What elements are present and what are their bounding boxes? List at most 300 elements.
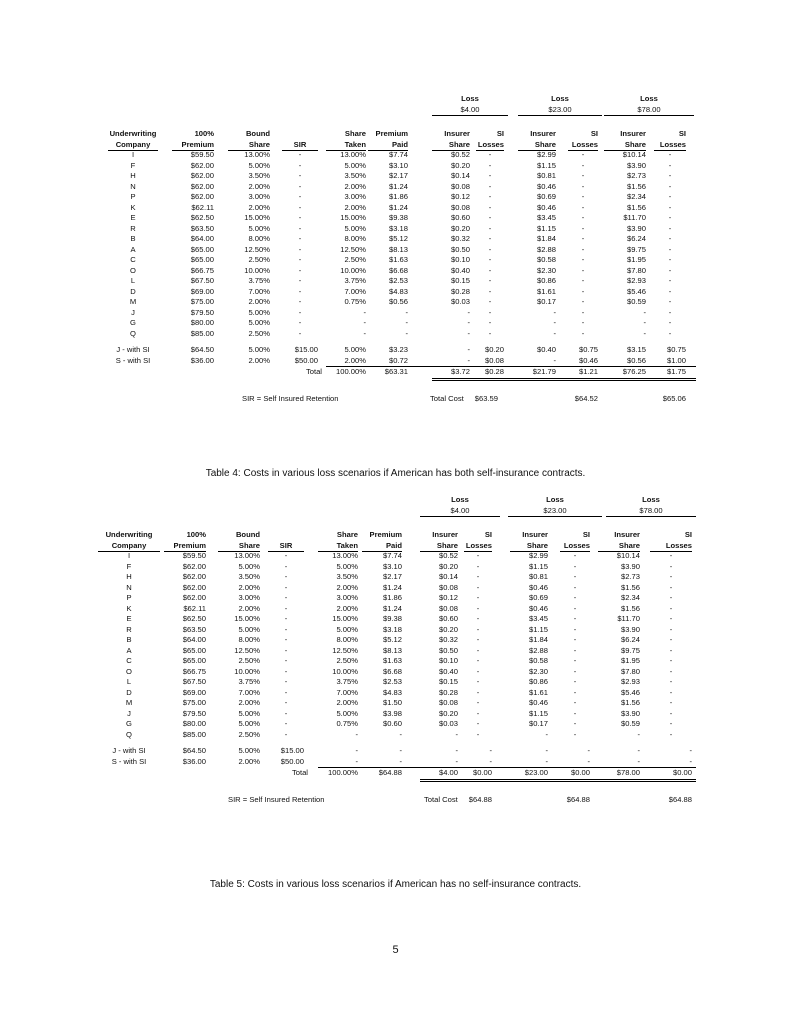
table-cell: B <box>130 234 136 243</box>
table-cell: $0.32 <box>438 635 458 644</box>
table-cell: $1.61 <box>536 286 556 296</box>
column-header: Underwriting <box>109 129 157 138</box>
table-cell: $0.20 <box>438 708 458 718</box>
table-cell: G <box>130 318 136 327</box>
table-cell: - <box>284 635 288 644</box>
total-cost-value: $64.88 <box>668 795 692 804</box>
scenario-title: Loss <box>461 94 479 103</box>
table-cell: $0.60 <box>382 719 402 728</box>
table-cell: $1.56 <box>626 181 646 191</box>
table-cell: - <box>669 572 673 581</box>
table-cell: $85.00 <box>182 729 206 739</box>
table-cell: - <box>668 234 672 243</box>
total-cost-label: Total Cost <box>424 795 458 804</box>
total-si-losses: $0.28 <box>484 367 504 376</box>
table-cell: 12.50% <box>234 645 260 655</box>
table-cell: - <box>298 265 302 275</box>
table-cell: 0.75% <box>344 297 366 306</box>
si-row <box>0 746 791 757</box>
table-cell: $0.03 <box>450 297 470 306</box>
table-cell: 2.50% <box>336 656 358 665</box>
table-cell: P <box>126 593 132 602</box>
table-cell: $1.15 <box>536 160 556 170</box>
table-cell: $62.00 <box>190 160 214 170</box>
table-cell: $8.13 <box>388 244 408 254</box>
table-cell: $62.11 <box>191 202 214 212</box>
table-cell: 2.00% <box>238 603 260 613</box>
scenario-amount: $78.00 <box>637 104 661 114</box>
table-cell: 7.00% <box>344 286 366 296</box>
table-cell: $3.18 <box>382 624 402 634</box>
table-cell: 2.00% <box>344 355 366 365</box>
table-row <box>0 308 791 319</box>
table-cell: $15.00 <box>280 746 304 755</box>
table-cell: - <box>405 328 408 338</box>
table-cell: 13.00% <box>340 150 366 159</box>
scenario-title: Loss <box>642 495 660 504</box>
table-cell: - <box>545 756 548 766</box>
table-cell: - <box>669 593 673 602</box>
table-cell: - <box>476 561 480 571</box>
table-cell: H <box>130 171 136 180</box>
table-cell: $3.18 <box>388 223 408 233</box>
column-header: Underwriting <box>105 530 153 539</box>
column-header: Share <box>344 129 366 138</box>
table-cell: - <box>669 687 673 697</box>
table-cell: $1.63 <box>382 656 402 665</box>
table-row <box>0 182 791 193</box>
table-cell: - <box>476 677 480 686</box>
total-label: Total <box>291 768 308 777</box>
table-cell: $0.69 <box>528 593 548 602</box>
table-cell: $1.24 <box>388 181 408 191</box>
table-cell: - <box>573 635 577 644</box>
table-cell: - <box>476 645 480 655</box>
table-cell: 2.00% <box>238 582 260 592</box>
table-cell: 2.00% <box>336 582 358 592</box>
table-cell: $75.00 <box>182 698 206 707</box>
table-cell: $62.50 <box>190 213 214 222</box>
table-row <box>0 583 791 594</box>
column-header: Company <box>115 139 151 149</box>
table-cell: - <box>581 192 585 201</box>
column-header: Share <box>624 139 646 149</box>
table-cell: $79.50 <box>190 307 214 317</box>
table-cell: $7.74 <box>382 551 402 560</box>
table-cell: - <box>689 756 692 766</box>
table-row <box>0 245 791 256</box>
table-cell: - <box>488 223 492 233</box>
table-cell: $1.15 <box>528 624 548 634</box>
table-cell: - <box>573 572 577 581</box>
column-header: Insurer <box>522 530 548 539</box>
table-cell: $62.00 <box>190 171 214 180</box>
table-cell: A <box>130 244 136 254</box>
table-cell: - <box>298 150 302 159</box>
column-header: Insurer <box>444 129 470 138</box>
column-header: 100% <box>186 530 206 539</box>
table-cell: - <box>489 746 492 755</box>
table-cell: - <box>669 656 673 665</box>
table-cell: $5.46 <box>626 286 646 296</box>
table-cell: $80.00 <box>190 318 214 327</box>
table-cell: 5.00% <box>248 307 270 317</box>
table-cell: $3.45 <box>528 614 548 623</box>
table-cell: $0.08 <box>438 603 458 613</box>
table-row <box>0 329 791 340</box>
table-cell: $2.93 <box>620 677 640 686</box>
table-cell: - <box>573 561 577 571</box>
table-cell: $0.32 <box>450 234 470 243</box>
table-cell: 2.00% <box>336 603 358 613</box>
table-cell: 3.00% <box>248 192 270 201</box>
table-cell: 5.00% <box>248 223 270 233</box>
table-cell: - <box>553 328 556 338</box>
table-cell: 13.00% <box>234 551 260 560</box>
table-row <box>0 266 791 277</box>
table-cell: - <box>298 234 302 243</box>
column-header: Paid <box>391 139 408 149</box>
table-cell: - <box>488 318 492 327</box>
table-cell: 5.00% <box>336 708 358 718</box>
table-cell: - <box>298 192 302 201</box>
column-header: Share <box>238 540 260 550</box>
table-cell: $66.75 <box>182 666 206 676</box>
table-cell: $8.13 <box>382 645 402 655</box>
table-cell: - <box>489 756 492 766</box>
table-cell: - <box>488 286 492 296</box>
table-cell: $5.46 <box>620 687 640 697</box>
table-cell: 10.00% <box>234 666 260 676</box>
table-cell: - <box>581 181 585 191</box>
table-cell: - <box>668 328 672 338</box>
table-cell: $75.00 <box>190 297 214 306</box>
column-header: SI <box>496 129 504 138</box>
table-cell: $1.86 <box>388 192 408 201</box>
scenario-header-row <box>0 94 791 105</box>
total-insurer-share: $78.00 <box>616 768 640 777</box>
table-cell: $0.75 <box>578 345 598 354</box>
table-cell: 0.75% <box>336 719 358 728</box>
table-cell: - <box>581 328 585 338</box>
table-cell: $0.14 <box>450 171 470 180</box>
table-cell: 5.00% <box>248 318 270 327</box>
table-cell: S - with SI <box>111 756 147 766</box>
table-cell: $0.46 <box>536 181 556 191</box>
table-cell: 10.00% <box>332 666 358 676</box>
table-cell: - <box>488 192 492 201</box>
scenario-underline <box>432 115 508 116</box>
table-cell: - <box>476 593 480 602</box>
total-row <box>0 367 791 378</box>
table-cell: G <box>126 719 132 728</box>
table-cell: $2.93 <box>626 276 646 285</box>
table-cell: B <box>126 635 132 644</box>
table-cell: - <box>573 614 577 623</box>
table-cell: - <box>573 551 577 560</box>
table-cell: 5.00% <box>238 708 260 718</box>
table-cell: 8.00% <box>336 635 358 644</box>
table-cell: $2.34 <box>626 192 646 201</box>
total-paid: $64.88 <box>378 768 402 777</box>
table-cell: - <box>581 265 585 275</box>
table-5-caption: Table 5: Costs in various loss scenarios if American has no self-insurance contracts. <box>209 879 582 890</box>
total-insurer-share: $21.79 <box>532 367 556 376</box>
table-cell: - <box>467 318 470 327</box>
table-cell: 10.00% <box>244 265 270 275</box>
table-cell: $2.30 <box>536 265 556 275</box>
column-header-row <box>0 541 791 552</box>
table-cell: - <box>476 572 480 581</box>
table-cell: - <box>668 255 672 264</box>
table-row <box>0 635 791 646</box>
table-cell: $1.84 <box>528 635 548 644</box>
table-cell: - <box>363 307 366 317</box>
table-cell: - <box>467 307 470 317</box>
table-cell: $0.58 <box>536 255 556 264</box>
table-cell: $3.90 <box>626 160 646 170</box>
table-cell: $6.24 <box>626 234 646 243</box>
table-cell: $0.50 <box>450 244 470 254</box>
table-cell: $0.58 <box>528 656 548 665</box>
table-cell: 7.00% <box>248 286 270 296</box>
table-cell: 2.00% <box>238 756 260 766</box>
sir-note: SIR = Self Insured Retention <box>228 795 325 804</box>
table-cell: $4.83 <box>388 286 408 296</box>
total-cost-value: $64.88 <box>468 795 492 804</box>
table-cell: $0.03 <box>438 719 458 728</box>
table-cell: 2.00% <box>248 202 270 212</box>
table-cell: - <box>298 213 302 222</box>
column-header: 100% <box>194 129 214 138</box>
table-cell: - <box>573 582 577 592</box>
table-cell: 12.50% <box>340 244 366 254</box>
table-cell: $1.95 <box>620 656 640 665</box>
table-cell: - <box>488 265 492 275</box>
table-cell: S - with SI <box>115 355 151 365</box>
table-cell: - <box>669 635 673 644</box>
table-cell: C <box>130 255 136 264</box>
table-cell: $0.86 <box>536 276 556 285</box>
table-cell: $0.46 <box>528 582 548 592</box>
table-cell: $36.00 <box>190 355 214 365</box>
table-cell: $1.95 <box>626 255 646 264</box>
table-cell: $0.08 <box>450 181 470 191</box>
table-cell: - <box>284 719 288 728</box>
table-cell: $9.38 <box>382 614 402 623</box>
table-cell: $6.68 <box>388 265 408 275</box>
table-cell: $79.50 <box>182 708 206 718</box>
table-cell: $1.56 <box>620 698 640 707</box>
total-insurer-share: $4.00 <box>438 768 458 777</box>
column-header: Share <box>526 540 548 550</box>
table-cell: 3.75% <box>344 276 366 285</box>
table-cell: $2.73 <box>620 572 640 581</box>
table-cell: C <box>126 656 132 665</box>
table-cell: F <box>130 160 136 170</box>
table-cell: - <box>488 297 492 306</box>
table-row <box>0 667 791 678</box>
table-cell: $0.08 <box>450 202 470 212</box>
total-cost-row <box>0 795 791 806</box>
table-cell: $0.46 <box>528 603 548 613</box>
table-cell: $62.00 <box>182 572 206 581</box>
table-cell: - <box>298 276 302 285</box>
table-row <box>0 213 791 224</box>
table-cell: 2.00% <box>344 181 366 191</box>
table-cell: R <box>130 223 136 233</box>
table-cell: - <box>545 729 548 739</box>
table-cell: $0.52 <box>450 150 470 159</box>
table-cell: - <box>476 719 480 728</box>
table-cell: 5.00% <box>238 719 260 728</box>
table-cell: - <box>668 307 672 317</box>
table-row <box>0 677 791 688</box>
table-cell: $2.30 <box>528 666 548 676</box>
total-cost-value: $63.59 <box>474 394 498 403</box>
table-cell: $3.90 <box>626 223 646 233</box>
table-cell: $2.53 <box>382 677 402 686</box>
table-row <box>0 562 791 573</box>
table-cell: 5.00% <box>344 223 366 233</box>
table-cell: 13.00% <box>244 150 270 159</box>
table-cell: $63.50 <box>182 624 206 634</box>
table-cell: - <box>668 265 672 275</box>
table-cell: $9.75 <box>626 244 646 254</box>
table-cell: 2.00% <box>238 698 260 707</box>
table-cell: - <box>668 150 672 159</box>
table-cell: $10.14 <box>622 150 646 159</box>
table-cell: 3.75% <box>248 276 270 285</box>
table-cell: $0.46 <box>528 698 548 707</box>
column-header: SI <box>684 530 692 539</box>
table-cell: $3.45 <box>536 213 556 222</box>
table-cell: 2.00% <box>336 698 358 707</box>
scenario-underline <box>420 516 500 517</box>
table-cell: $0.56 <box>388 297 408 306</box>
table-cell: - <box>643 318 646 327</box>
table-cell: O <box>126 666 132 676</box>
table-cell: - <box>581 202 585 212</box>
table-cell: $0.10 <box>438 656 458 665</box>
column-header: Premium <box>375 129 408 138</box>
table-cell: $9.38 <box>388 213 408 222</box>
table-cell: $62.00 <box>182 593 206 602</box>
table-cell: - <box>488 150 492 159</box>
table-cell: Q <box>126 729 132 739</box>
table-row <box>0 698 791 709</box>
table-cell: $85.00 <box>190 328 214 338</box>
table-cell: - <box>284 698 288 707</box>
table-cell: - <box>545 746 548 755</box>
table-cell: $1.24 <box>382 582 402 592</box>
table-cell: 2.50% <box>344 255 366 264</box>
scenario-underline <box>606 516 696 517</box>
table-cell: $62.11 <box>183 603 206 613</box>
table-cell: $1.56 <box>620 582 640 592</box>
table-cell: - <box>284 582 288 592</box>
table-cell: 3.00% <box>336 593 358 602</box>
column-header: Premium <box>369 530 402 539</box>
table-cell: - <box>284 729 288 739</box>
table-cell: - <box>573 677 577 686</box>
table-cell: - <box>669 624 673 634</box>
table-cell: M <box>129 297 137 306</box>
table-cell: - <box>298 318 302 327</box>
table-cell: $64.50 <box>182 746 206 755</box>
scenario-amount: $23.00 <box>543 505 567 515</box>
table-cell: - <box>476 687 480 697</box>
table-cell: $2.34 <box>620 593 640 602</box>
table-cell: - <box>669 729 673 739</box>
table-cell: $65.00 <box>182 656 206 665</box>
table-cell: $1.61 <box>528 687 548 697</box>
table-cell: - <box>668 297 672 306</box>
total-si-losses: $1.21 <box>578 367 598 376</box>
table-cell: $0.20 <box>438 561 458 571</box>
column-header: SI <box>582 530 590 539</box>
table-row <box>0 161 791 172</box>
table-cell: - <box>581 286 585 296</box>
table-cell: - <box>668 181 672 191</box>
column-header: SI <box>484 530 492 539</box>
table-cell: 5.00% <box>238 746 260 755</box>
table-cell: - <box>298 286 302 296</box>
table-cell: - <box>355 729 358 739</box>
table-cell: 5.00% <box>248 160 270 170</box>
scenario-amount-row <box>0 506 791 517</box>
column-header: Insurer <box>530 129 556 138</box>
table-cell: - <box>488 160 492 170</box>
table-row <box>0 192 791 203</box>
table-cell: $0.12 <box>450 192 470 201</box>
table-cell: $7.74 <box>388 150 408 159</box>
table-cell: $69.00 <box>190 286 214 296</box>
table-row <box>0 604 791 615</box>
table-cell: 7.00% <box>336 687 358 697</box>
table-cell: J - with SI <box>112 746 146 755</box>
table-cell: - <box>298 297 302 306</box>
table-cell: - <box>637 746 640 755</box>
table-cell: - <box>284 645 288 655</box>
table-cell: - <box>476 603 480 613</box>
scenario-title: Loss <box>640 94 658 103</box>
table-cell: $50.00 <box>294 355 318 365</box>
table-cell: $2.99 <box>536 150 556 159</box>
table-cell: $62.00 <box>190 181 214 191</box>
table-cell: 15.00% <box>244 213 270 222</box>
table-cell: $1.24 <box>382 603 402 613</box>
table-cell: - <box>581 150 585 159</box>
table-cell: F <box>126 561 132 571</box>
table-cell: - <box>668 318 672 327</box>
table-cell: 3.50% <box>336 572 358 581</box>
table-row <box>0 709 791 720</box>
column-header: Insurer <box>614 530 640 539</box>
column-header: Losses <box>477 139 504 149</box>
table-cell: D <box>126 687 132 697</box>
table-cell: $3.90 <box>620 624 640 634</box>
table-cell: - <box>573 698 577 707</box>
table-cell: $0.15 <box>450 276 470 285</box>
table-cell: - <box>573 624 577 634</box>
table-cell: $0.81 <box>536 171 556 180</box>
table-cell: $1.15 <box>536 223 556 233</box>
table-cell: $69.00 <box>182 687 206 697</box>
total-cost-value: $65.06 <box>662 394 686 403</box>
total-cost-value: $64.88 <box>566 795 590 804</box>
table-cell: $0.72 <box>388 355 408 365</box>
